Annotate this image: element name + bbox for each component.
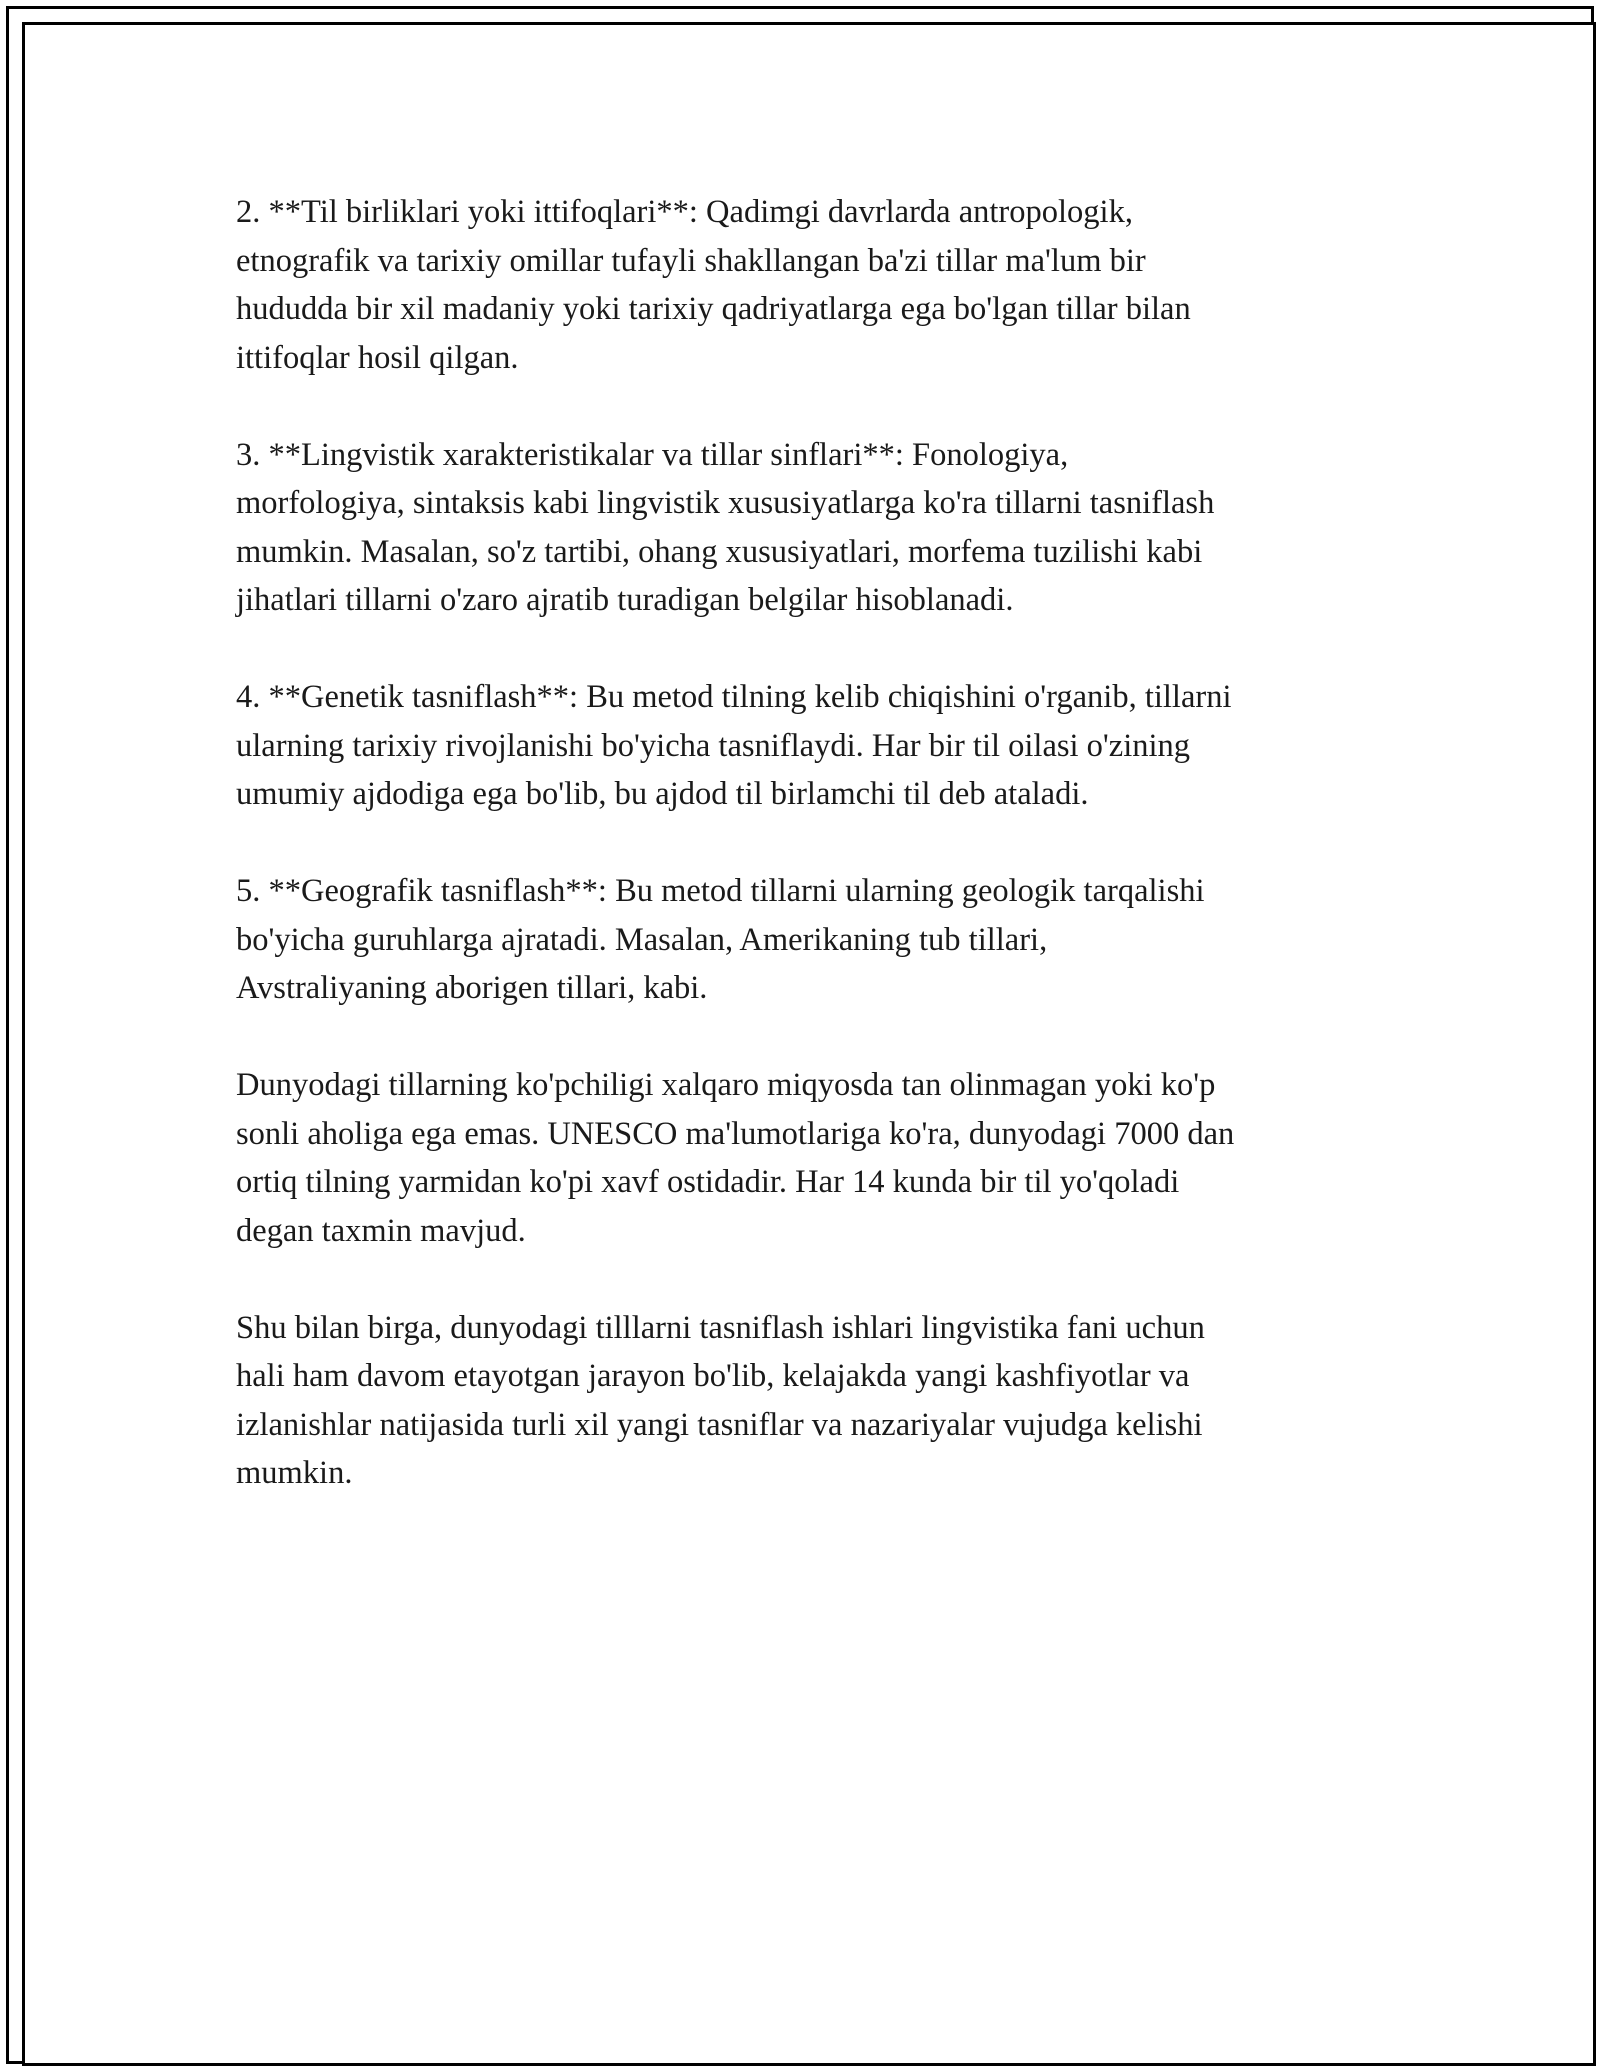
document-body bbox=[236, 188, 1386, 1498]
paragraph-geografik-tasniflash: 5. **Geografik tasniflash**: Bu metod tillarni ularning geologik tarqalishi bo'yicha guruhlarga ajratadi. Masalan, Amerikaning tub tillari, Avstraliyaning aborigen tillari, kabi. bbox=[236, 873, 1205, 1006]
paragraph-lingvistik-xarakteristikalar: 3. **Lingvistik xarakteristikalar va tillar sinflari**: Fonologiya, morfologiya, sintaksis kabi lingvistik xususiyatlarga ko'ra tillarni tasniflash mumkin. Masalan, so'z tartibi, ohang xususiyatlari, morfema tuzilishi kabi jihatlari tillarni o'zaro ajratib turadigan belgilar hisoblanadi. bbox=[236, 436, 1215, 618]
paragraph-genetik-tasniflash: 4. **Genetik tasniflash**: Bu metod tilning kelib chiqishini o'rganib, tillarni ularning tarixiy rivojlanishi bo'yicha tasniflaydi. Har bir til oilasi o'zining umumiy ajdodiga ega bo'lib, bu ajdod til birlamchi til deb ataladi. bbox=[236, 679, 1232, 812]
paragraph-til-birliklari: 2. **Til birliklari yoki ittifoqlari**: Qadimgi davrlarda antropologik, etnografik va tarixiy omillar tufayli shakllangan ba'zi tillar ma'lum bir hududda bir xil madaniy yoki tarixiy qadriyatlarga ega bo'lgan tillar bilan ittifoqlar hosil qilgan. bbox=[236, 194, 1191, 376]
paragraph-conclusion: Shu bilan birga, dunyodagi tilllarni tasniflash ishlari lingvistika fani uchun hali ham davom etayotgan jarayon bo'lib, kelajakda yangi kashfiyotlar va izlanishlar natijasida turli xil yangi tasniflar va nazariyalar vujudga kelishi mumkin. bbox=[236, 1309, 1205, 1491]
paragraph-unesco: Dunyodagi tillarning ko'pchiligi xalqaro miqyosda tan olinmagan yoki ko'p sonli aholiga ega emas. UNESCO ma'lumotlariga ko'ra, dunyodagi 7000 dan ortiq tilning yarmidan ko'pi xavf ostidadir. Har 14 kunda bir til yo'qoladi degan taxmin mavjud. bbox=[236, 1067, 1235, 1249]
